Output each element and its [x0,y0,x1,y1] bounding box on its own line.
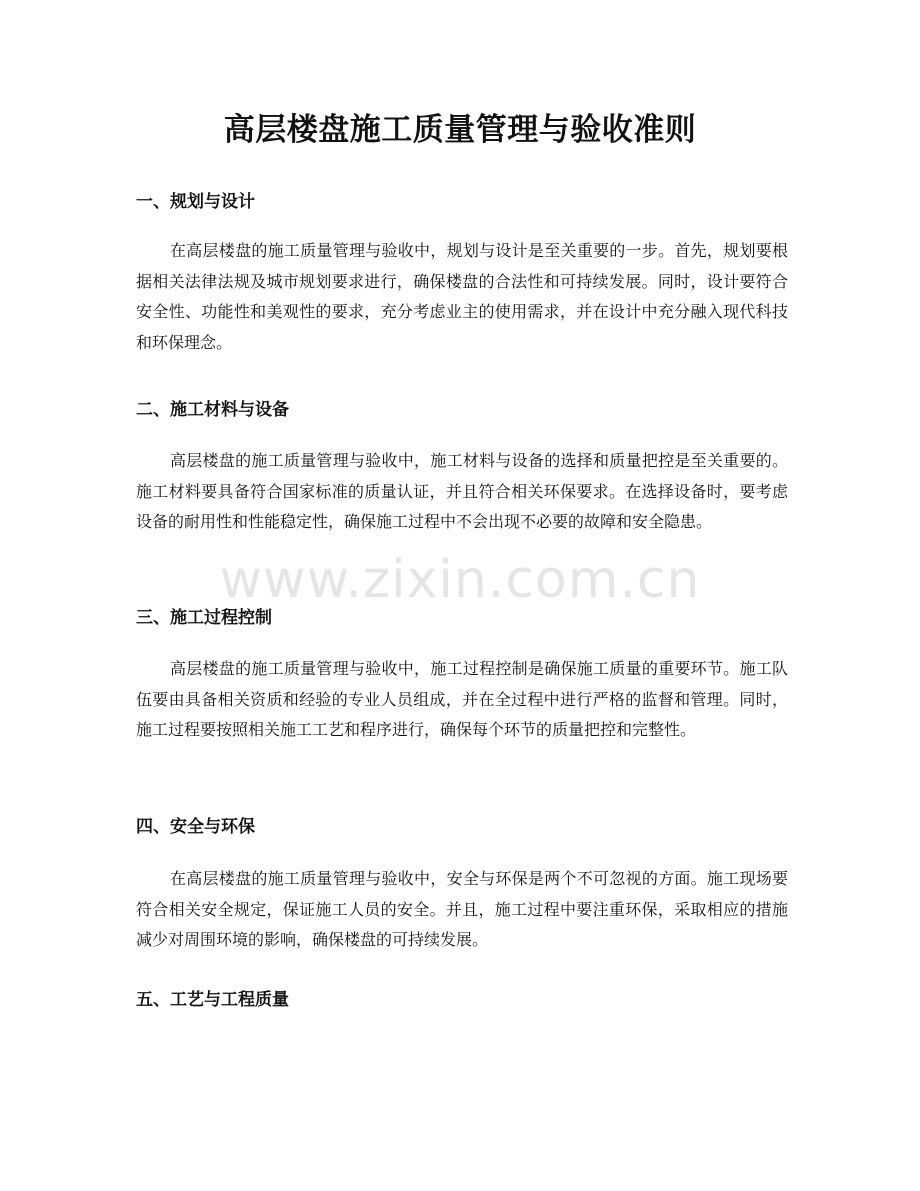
section-body-process-control: 高层楼盘的施工质量管理与验收中，施工过程控制是确保施工质量的重要环节。施工队伍要由具备相关资质和经验的专业人员组成，并在全过程中进行严格的监督和管理。同时，施工过程要按照相关施工工艺和程序进行，确保每个环节的质量把控和完整性。 [136,659,788,739]
section-body-safety: 在高层楼盘的施工质量管理与验收中，安全与环保是两个不可忽视的方面。施工现场要符合相关安全规定，保证施工人员的安全。并且，施工过程中要注重环保，采取相应的措施减少对周围环境的影响，确保楼盘的可持续发展。 [136,869,788,949]
section-heading-craft-quality: 五、工艺与工程质量 [136,990,289,1010]
page-title: 高层楼盘施工质量管理与验收准则 [223,112,697,148]
section-body-materials: 高层楼盘的施工质量管理与验收中，施工材料与设备的选择和质量把控是至关重要的。施工材料要具备符合国家标准的质量认证，并且符合相关环保要求。在选择设备时，要考虑设备的耐用性和性能稳定性，确保施工过程中不会出现不必要的故障和安全隐患。 [136,451,788,531]
watermark: www.zixin.com.cn [219,550,701,610]
section-heading-safety: 四、安全与环保 [136,817,255,837]
section-heading-materials: 二、施工材料与设备 [136,400,289,420]
section-body-planning: 在高层楼盘的施工质量管理与验收中，规划与设计是至关重要的一步。首先，规划要根据相关法律法规及城市规划要求进行，确保楼盘的合法性和可持续发展。同时，设计要符合安全性、功能性和美观性的要求，充分考虑业主的使用需求，并在设计中充分融入现代科技和环保理念。 [136,241,788,352]
section-heading-process-control: 三、施工过程控制 [136,608,272,628]
section-heading-planning: 一、规划与设计 [136,192,255,212]
